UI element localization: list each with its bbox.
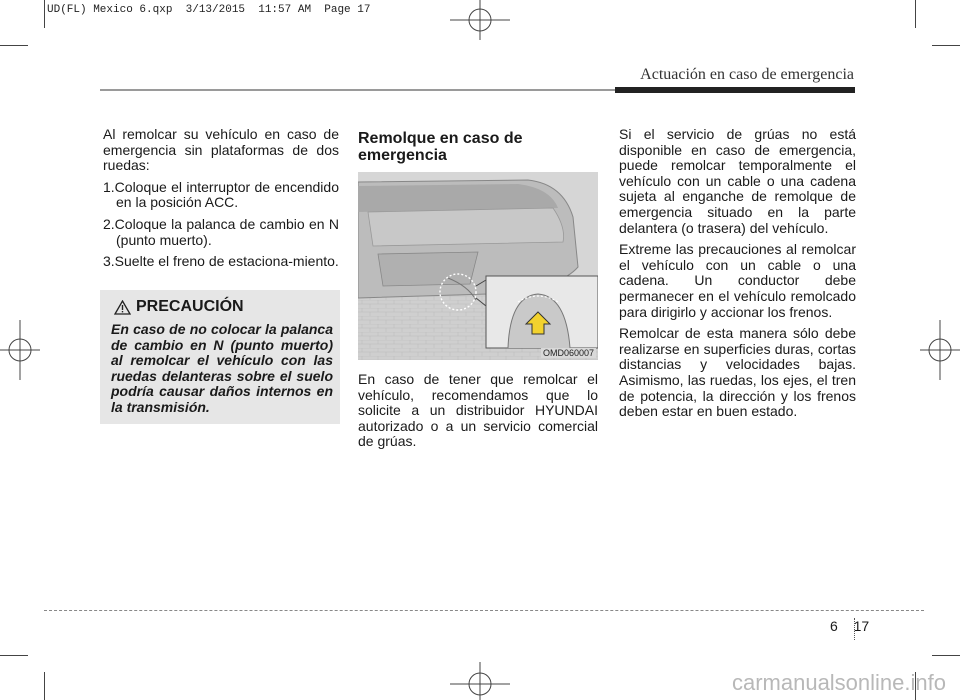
right-column	[619, 127, 856, 426]
paragraph: Si el servicio de grúas no está disponible en caso de emergencia, puede remolcar temporalmente el vehículo con un cable o una cadena sujeta al enganche de remolque de emergencia situado en la parte delantera (o trasera) del vehículo.	[619, 126, 856, 236]
paragraph: Extreme las precauciones al remolcar el vehículo con un cable o una cadena. Un conductor debe permanecer en el vehículo remolcado para dirigirlo y accionar los frenos.	[619, 241, 856, 320]
steps-list	[103, 180, 339, 270]
footer-rule	[44, 610, 924, 611]
title-rule-accent	[615, 87, 855, 93]
page-number-value: 17	[853, 618, 870, 634]
registration-mark-right	[920, 320, 960, 380]
car-rear-illustration	[358, 172, 598, 360]
crop-mark	[0, 45, 28, 46]
middle-column-text	[358, 372, 598, 456]
print-header: UD(FL) Mexico 6.qxp 3/13/2015 11:57 AM Page 17	[47, 4, 371, 16]
list-item: 3.Suelte el freno de estaciona-miento.	[103, 253, 339, 270]
caution-box	[100, 290, 340, 424]
towing-paragraph: En caso de tener que remolcar el vehículo, recomendamos que lo solicite a un distribuidor HYUNDAI autorizado o a un servicio comercial de grúas.	[358, 371, 598, 450]
caution-heading	[114, 298, 244, 316]
list-item: 1.Coloque el interruptor de encendido en la posición ACC.	[103, 178, 339, 211]
left-column	[103, 127, 339, 276]
registration-mark-top	[450, 0, 510, 40]
crop-mark	[44, 672, 45, 700]
caution-text: En caso de no colocar la palanca de cambio en N (punto muerto) al remolcar el vehículo con las ruedas delanteras sobre el suelo podría causar daños internos en la transmisión.	[111, 321, 333, 415]
crop-mark	[932, 655, 960, 656]
crop-mark	[44, 0, 45, 28]
list-item: 2.Coloque la palanca de cambio en N (punto muerto).	[103, 215, 339, 248]
figure-code: OMD060007	[542, 348, 594, 358]
registration-mark-bottom	[450, 662, 510, 700]
page-number	[830, 618, 869, 634]
crop-mark	[915, 0, 916, 28]
intro-paragraph: Al remolcar su vehículo en caso de emergencia sin plataformas de dos ruedas:	[103, 126, 339, 174]
crop-mark	[0, 655, 28, 656]
page-number-divider	[854, 618, 855, 640]
section-title: Actuación en caso de emergencia	[640, 66, 854, 83]
watermark: carmanualsonline.info	[731, 670, 946, 695]
paragraph: Remolcar de esta manera sólo debe realizarse en superficies duras, cortas distancias y velocidades bajas. Asimismo, las ruedas, los ejes, el tren de potencia, la dirección y los frenos deben estar en buen estado.	[619, 325, 856, 420]
crop-mark	[932, 45, 960, 46]
chapter-number: 6	[830, 618, 838, 634]
section-heading: Remolque en caso de emergencia	[358, 130, 523, 164]
warning-triangle-icon	[114, 300, 131, 315]
registration-mark-left	[0, 320, 40, 380]
towing-hook-illustration	[358, 172, 598, 360]
caution-title: PRECAUCIÓN	[136, 298, 244, 315]
